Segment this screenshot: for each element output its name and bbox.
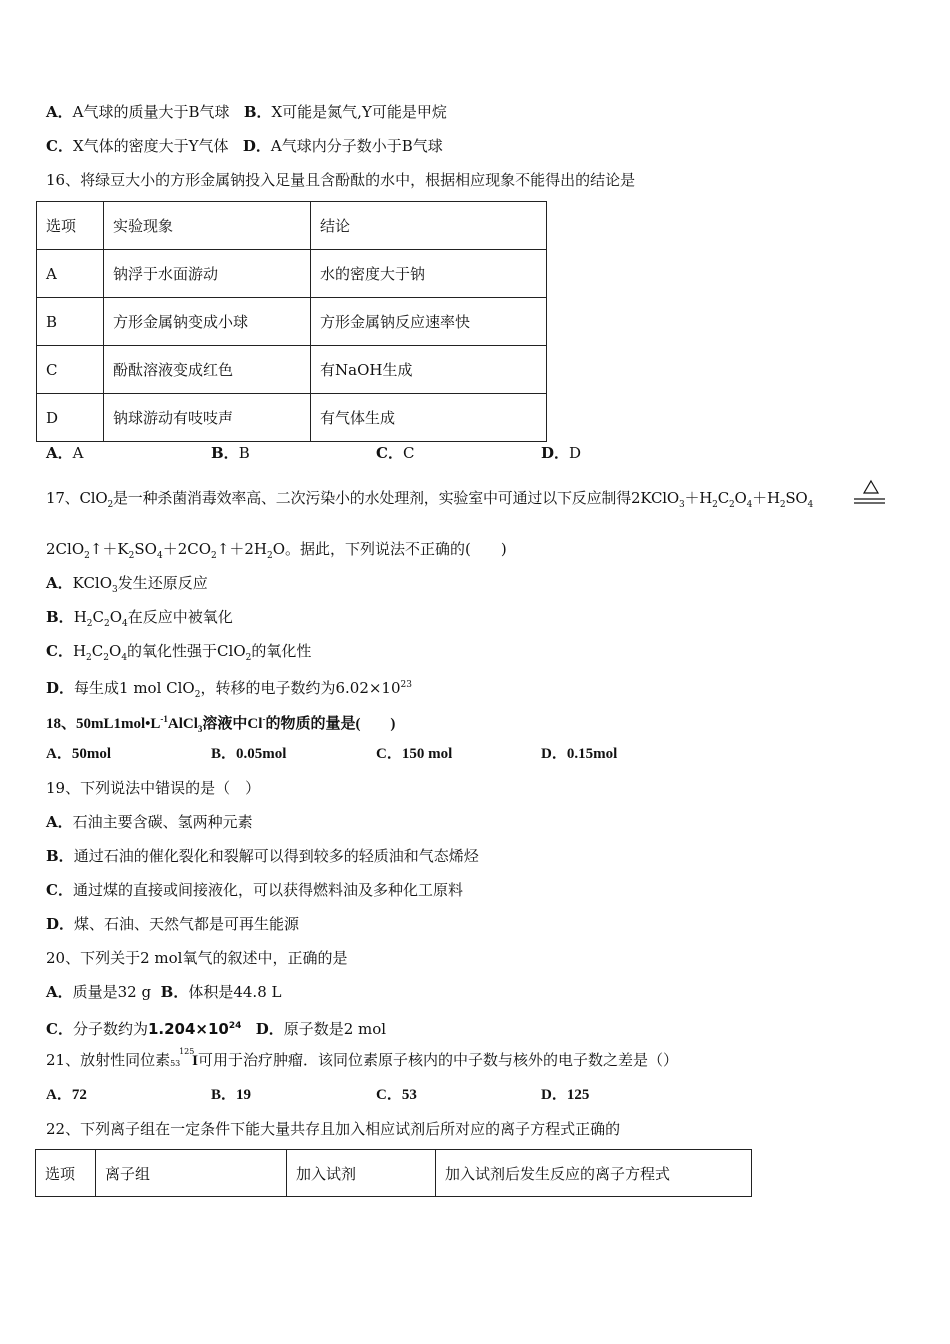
- table-cell: A: [37, 250, 104, 298]
- option-text: C: [402, 444, 415, 462]
- table-cell: D: [37, 394, 104, 442]
- q15-options-row2: [46, 136, 443, 156]
- q21-stem: 21、放射性同位素 53 125 I可用于治疗肿瘤．该同位素原子核内的中子数与核外的电子数之差是（）: [46, 1047, 678, 1069]
- option-key: B．: [211, 444, 239, 462]
- q22-table: [35, 1149, 752, 1197]
- isotope-notation: 53 125: [170, 1047, 195, 1068]
- option-key: B．: [243, 103, 272, 121]
- table-header-row: [36, 1150, 752, 1197]
- option-text: A气球内分子数小于B气球: [270, 137, 443, 155]
- table-header-cell: 选项: [37, 202, 104, 250]
- table-row: [37, 346, 547, 394]
- q21-options: A．72 B．19 C．53 D．125: [46, 1087, 590, 1103]
- table-row: [37, 298, 547, 346]
- table-header-cell: 实验现象: [104, 202, 311, 250]
- table-cell: 方形金属钠变成小球: [104, 298, 311, 346]
- table-header-cell: 选项: [36, 1150, 96, 1197]
- table-header-row: [37, 202, 547, 250]
- option-text: A气球的质量大于B气球: [72, 103, 230, 121]
- table-cell: 有气体生成: [311, 394, 547, 442]
- q17-stem-cont: $2ClO_2↑+K_2SO_4+2CO_2↑+2H_2O$。据此，下列说法不正确的( ): [46, 540, 507, 561]
- q19-option-d: D．煤、石油、天然气都是可再生能源: [46, 915, 300, 933]
- table-header-cell: 结论: [311, 202, 547, 250]
- table-header-cell: 加入试剂: [287, 1150, 436, 1197]
- q19-option-b: B．通过石油的催化裂化和裂解可以得到较多的轻质油和气态烯烃: [46, 847, 479, 865]
- table-cell: 有NaOH生成: [311, 346, 547, 394]
- option-text: B: [238, 444, 250, 462]
- option-text: D: [569, 444, 582, 462]
- q18-stem: 18、$50mL1mol•L^{-1}AlCl_3$溶液中Cl-的物质的量是( ): [46, 714, 396, 734]
- option-key: A．: [46, 444, 73, 462]
- table-row: [37, 394, 547, 442]
- option-text: A: [72, 444, 84, 462]
- q20-stem: 20、下列关于2 mol氧气的叙述中，正确的是: [46, 949, 348, 967]
- option-key: A．: [46, 103, 73, 121]
- q17-option-d: D．每生成1 mol ClO$_2$，转移的电子数约为$6.02\times 10^{23}$: [46, 679, 412, 700]
- table-cell: B: [37, 298, 104, 346]
- table-row: [37, 250, 547, 298]
- q17-option-c: C．$H_2C_2O_4$的氧化性强于ClO$_2$的氧化性: [46, 642, 312, 663]
- table-cell: 钠浮于水面游动: [104, 250, 311, 298]
- q17-option-a: A．KClO$_3$发生还原反应: [46, 574, 208, 595]
- option-key: D．: [242, 137, 271, 155]
- q20-options-row1: A．质量是32 g B．体积是44.8 L: [46, 983, 282, 1001]
- q17-stem: 17、ClO$_2$是一种杀菌消毒效率高、二次污染小的水处理剂，实验室中可通过以下反应制得$2KClO_3+H_2C_2O_4+H_2SO_4$: [46, 489, 814, 510]
- table-cell: C: [37, 346, 104, 394]
- table-header-cell: 加入试剂后发生反应的离子方程式: [436, 1150, 752, 1197]
- q16-table: [36, 201, 547, 442]
- option-key: D．: [541, 444, 570, 462]
- q18-options: A．50mol B．0.05mol C．150 mol D．0.15mol: [46, 746, 618, 762]
- q20-options-row2: C．分子数约为$1.204\times 10^{24}$ D．原子数是2 mol: [46, 1020, 387, 1038]
- q17-option-b: B．$H_2C_2O_4$在反应中被氧化: [46, 608, 233, 629]
- option-text: X气体的密度大于Y气体: [72, 137, 229, 155]
- q16-options: [46, 443, 581, 463]
- q19-stem: 19、下列说法中错误的是（ ）: [46, 779, 261, 797]
- heat-condition-arrow-icon: [852, 479, 886, 509]
- q22-stem: 22、下列离子组在一定条件下能大量共存且加入相应试剂后所对应的离子方程式正确的: [46, 1120, 621, 1138]
- table-header-cell: 离子组: [96, 1150, 287, 1197]
- q16-stem: 16、将绿豆大小的方形金属钠投入足量且含酚酞的水中，根据相应现象不能得出的结论是: [46, 171, 636, 189]
- q15-options-row1: [46, 102, 447, 122]
- table-cell: 酚酞溶液变成红色: [104, 346, 311, 394]
- option-text: X可能是氮气,Y可能是甲烷: [271, 103, 447, 121]
- q19-option-c: C．通过煤的直接或间接液化，可以获得燃料油及多种化工原料: [46, 881, 463, 899]
- option-key: C．: [376, 444, 403, 462]
- option-key: C．: [46, 137, 73, 155]
- q19-option-a: A．石油主要含碳、氢两种元素: [46, 813, 253, 831]
- table-cell: 水的密度大于钠: [311, 250, 547, 298]
- table-cell: 钠球游动有吱吱声: [104, 394, 311, 442]
- table-cell: 方形金属钠反应速率快: [311, 298, 547, 346]
